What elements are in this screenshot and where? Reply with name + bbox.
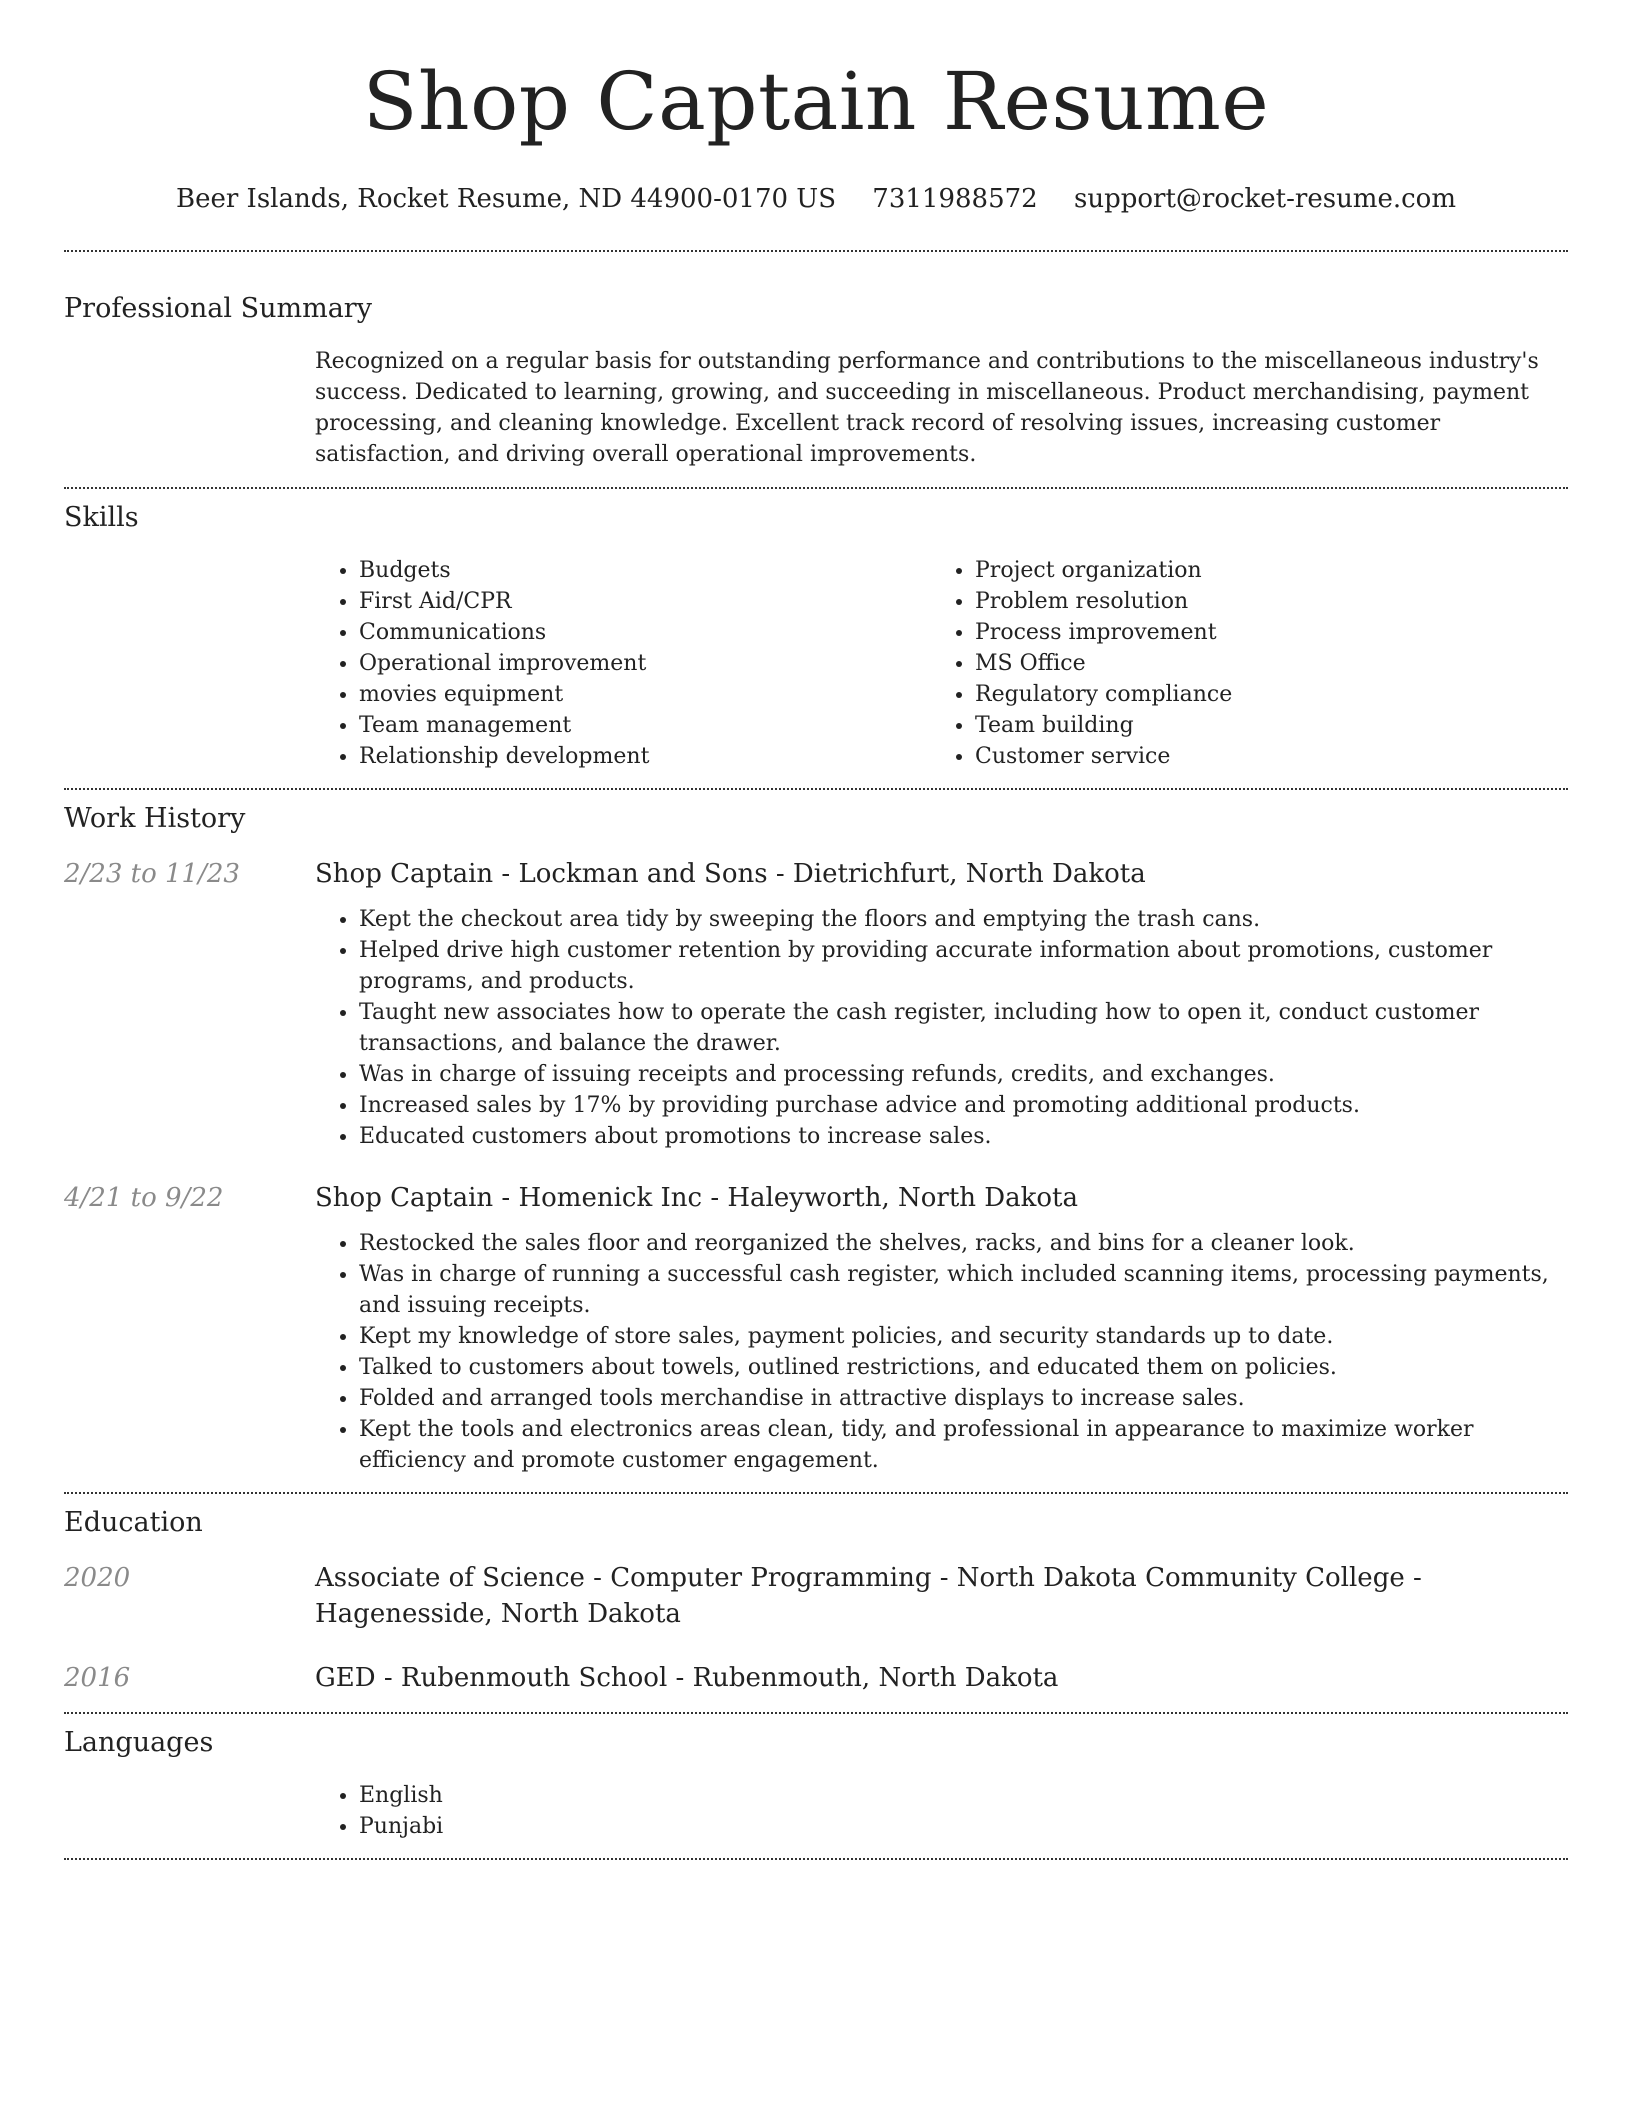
section-title-summary: Professional Summary	[64, 293, 372, 324]
job-dates: 4/21 to 9/22	[64, 1183, 224, 1213]
address: Beer Islands, Rocket Resume, ND 44900-0170 US	[175, 184, 837, 214]
skills-list-left	[315, 555, 931, 772]
summary-section	[64, 252, 1568, 470]
education-section	[64, 1494, 1568, 1696]
skill-item: • Communications	[359, 617, 931, 648]
section-title-education: Education	[64, 1507, 203, 1538]
skills-section	[64, 489, 1568, 772]
skill-item: • Problem resolution	[975, 586, 1547, 617]
job-bullet: • Educated customers about promotions to increase sales.	[359, 1121, 1568, 1152]
skill-item: • Team management	[359, 710, 931, 741]
education-year: 2016	[64, 1663, 131, 1693]
job-bullet: • Folded and arranged tools merchandise in attractive displays to increase sales.	[359, 1383, 1568, 1414]
languages-section	[64, 1714, 1568, 1842]
summary-text: Recognized on a regular basis for outstanding performance and contributions to the miscellaneous industry's success. Dedicated to learning, growing, and succeeding in miscellaneous. Product merchandising, payment processing, and cleaning knowledge. Excellent track record of resolving issues, increasing customer satisfaction, and driving overall operational improvements.	[315, 349, 1539, 467]
skill-item: • Team building	[975, 710, 1547, 741]
education-heading: Associate of Science - Computer Programming - North Dakota Community College - Hagenesside, North Dakota	[315, 1563, 1422, 1629]
education-year: 2020	[64, 1563, 131, 1593]
skill-item: • Budgets	[359, 555, 931, 586]
skill-item: • Relationship development	[359, 741, 931, 772]
language-item: • English	[359, 1780, 1568, 1811]
skill-item: • Customer service	[975, 741, 1547, 772]
job-bullet: • Helped drive high customer retention by providing accurate information about promotions, customer programs, and products.	[359, 935, 1568, 997]
skill-item: • Operational improvement	[359, 648, 931, 679]
skill-item: • Project organization	[975, 555, 1547, 586]
job-bullet: • Kept my knowledge of store sales, payment policies, and security standards up to date.	[359, 1321, 1568, 1352]
section-title-work: Work History	[64, 803, 246, 834]
job-bullets	[315, 904, 1568, 1152]
job-bullet: • Was in charge of running a successful cash register, which included scanning items, processing payments, and issuing receipts.	[359, 1259, 1568, 1321]
job-heading: Shop Captain - Lockman and Sons - Dietrichfurt, North Dakota	[315, 859, 1146, 889]
job-bullets	[315, 1228, 1568, 1476]
job-bullet: • Restocked the sales floor and reorganized the shelves, racks, and bins for a cleaner look.	[359, 1228, 1568, 1259]
section-title-skills: Skills	[64, 502, 139, 533]
skill-item: • First Aid/CPR	[359, 586, 931, 617]
job-dates: 2/23 to 11/23	[64, 859, 240, 889]
email: support@rocket-resume.com	[1073, 184, 1456, 214]
job-bullet: • Kept the checkout area tidy by sweeping the floors and emptying the trash cans.	[359, 904, 1568, 935]
education-entry	[64, 1660, 1568, 1696]
work-section	[64, 790, 1568, 1476]
skill-item: • Process improvement	[975, 617, 1547, 648]
language-item: • Punjabi	[359, 1811, 1568, 1842]
skills-list-right	[931, 555, 1547, 772]
languages-list	[315, 1780, 1568, 1842]
phone: 7311988572	[872, 184, 1038, 214]
skill-item: • MS Office	[975, 648, 1547, 679]
resume-title: Shop Captain Resume	[362, 55, 1270, 148]
job-bullet: • Kept the tools and electronics areas clean, tidy, and professional in appearance to maximize worker efficiency and promote customer engagement.	[359, 1414, 1568, 1476]
job-bullet: • Taught new associates how to operate the cash register, including how to open it, conduct customer transactions, and balance the drawer.	[359, 997, 1568, 1059]
job-heading: Shop Captain - Homenick Inc - Haleyworth, North Dakota	[315, 1183, 1079, 1213]
skill-item: • movies equipment	[359, 679, 931, 710]
job-bullet: • Talked to customers about towels, outlined restrictions, and educated them on policies.	[359, 1352, 1568, 1383]
section-title-languages: Languages	[64, 1727, 214, 1758]
job-entry	[64, 856, 1568, 1152]
skill-item: • Regulatory compliance	[975, 679, 1547, 710]
education-heading: GED - Rubenmouth School - Rubenmouth, North Dakota	[315, 1663, 1059, 1693]
job-entry	[64, 1180, 1568, 1476]
contact-line	[64, 182, 1568, 216]
job-bullet: • Increased sales by 17% by providing purchase advice and promoting additional products.	[359, 1090, 1568, 1121]
divider	[64, 1858, 1568, 1860]
job-bullet: • Was in charge of issuing receipts and processing refunds, credits, and exchanges.	[359, 1059, 1568, 1090]
education-entry	[64, 1560, 1568, 1632]
